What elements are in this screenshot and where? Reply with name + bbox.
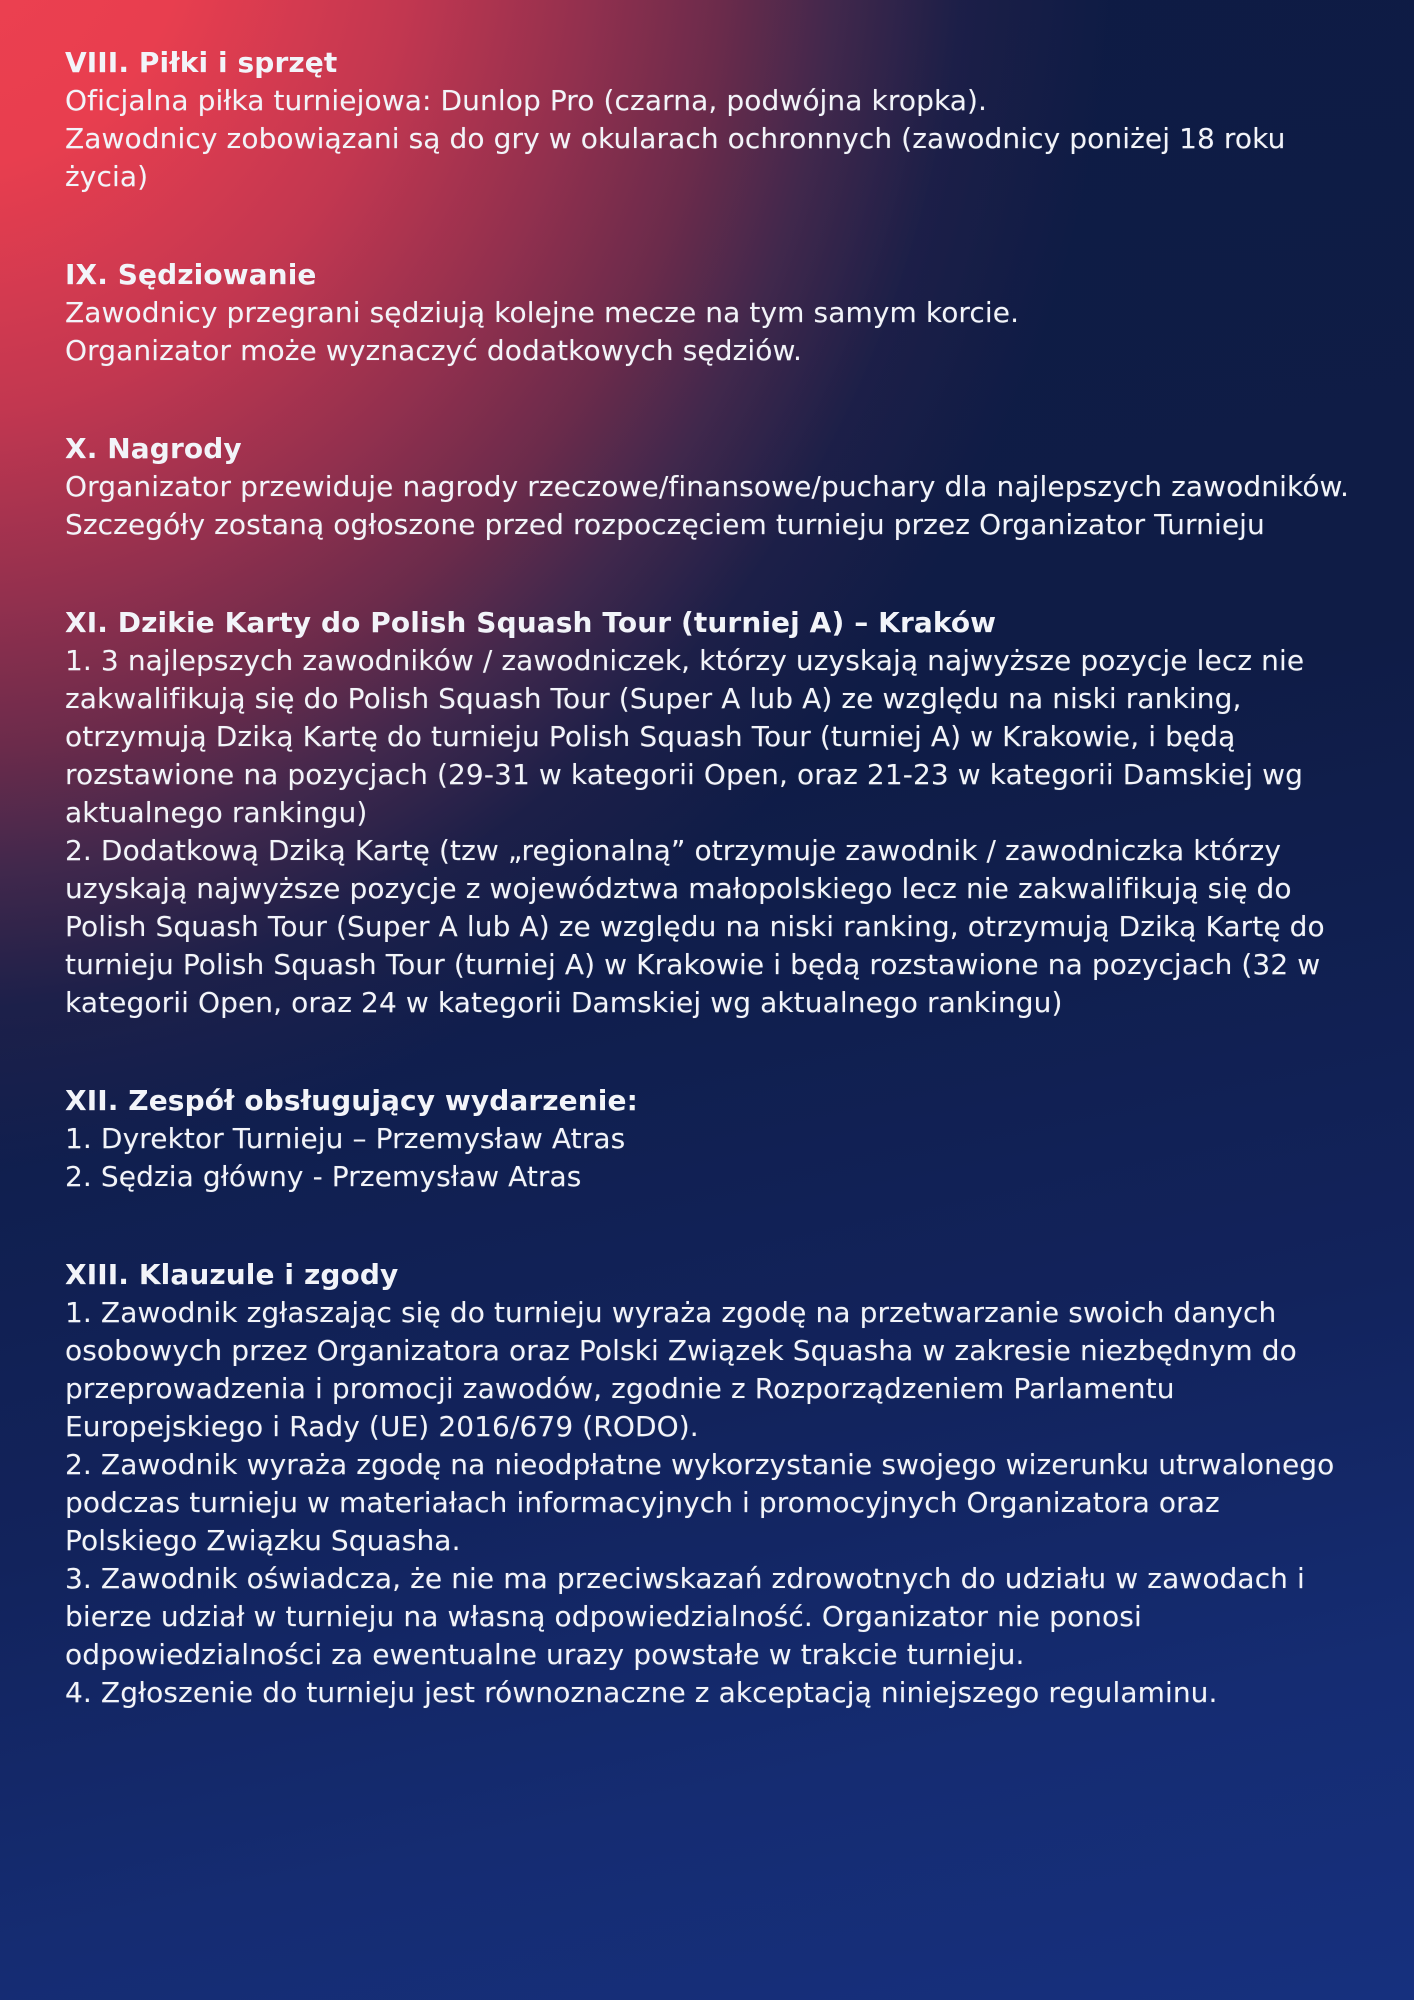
section-title: IX. Sędziowanie: [65, 258, 317, 291]
paragraph: 2. Zawodnik wyraża zgodę na nieodpłatne wykorzystanie swojego wizerunku utrwalonego podczas turnieju w materiałach informacyjnych i promocyjnych Organizatora oraz Polskiego Związku Squasha.: [65, 1448, 1335, 1557]
section-balls-equipment: [65, 44, 1350, 196]
paragraph: Oficjalna piłka turniejowa: Dunlop Pro (czarna, podwójna kropka).: [65, 84, 988, 117]
paragraph: Zawodnicy przegrani sędziują kolejne mecze na tym samym korcie.: [65, 296, 1020, 329]
paragraph: 1. 3 najlepszych zawodników / zawodniczek, którzy uzyskają najwyższe pozycje lecz nie zakwalifikują się do Polish Squash Tour (Super A lub A) ze względu na niski ranking, otrzymują Dziką Kartę do turnieju Polish Squash Tour (turniej A) w Krakowie, i będą rozstawione na pozycjach (29-31 w kategorii Open, oraz 21-23 w kategorii Damskiej wg aktualnego rankingu): [65, 644, 1305, 829]
section-title: XI. Dzikie Karty do Polish Squash Tour (turniej A) – Kraków: [65, 606, 997, 639]
paragraph: Organizator przewiduje nagrody rzeczowe/finansowe/puchary dla najlepszych zawodników.: [65, 470, 1349, 503]
section-event-team: [65, 1082, 1350, 1196]
paragraph: 1. Dyrektor Turnieju – Przemysław Atras: [65, 1122, 626, 1155]
section-title: XII. Zespół obsługujący wydarzenie:: [65, 1084, 638, 1117]
section-refereeing: [65, 256, 1350, 370]
paragraph: Zawodnicy zobowiązani są do gry w okularach ochronnych (zawodnicy poniżej 18 roku życia): [65, 122, 1286, 193]
section-wild-cards: [65, 604, 1350, 1022]
section-prizes: [65, 430, 1350, 544]
paragraph: 2. Sędzia główny - Przemysław Atras: [65, 1160, 582, 1193]
section-title: VIII. Piłki i sprzęt: [65, 46, 338, 79]
paragraph: 4. Zgłoszenie do turnieju jest równoznaczne z akceptacją niniejszego regulaminu.: [65, 1676, 1218, 1709]
paragraph: 3. Zawodnik oświadcza, że nie ma przeciwskazań zdrowotnych do udziału w zawodach i bierze udział w turnieju na własną odpowiedzialność. Organizator nie ponosi odpowiedzialności za ewentualne urazy powstałe w trakcie turnieju.: [65, 1562, 1305, 1671]
section-title: XIII. Klauzule i zgody: [65, 1258, 399, 1291]
section-title: X. Nagrody: [65, 432, 242, 465]
paragraph: Szczegóły zostaną ogłoszone przed rozpoczęciem turnieju przez Organizator Turnieju: [65, 508, 1265, 541]
paragraph: 1. Zawodnik zgłaszając się do turnieju wyraża zgodę na przetwarzanie swoich danych osobowych przez Organizatora oraz Polski Związek Squasha w zakresie niezbędnym do przeprowadzenia i promocji zawodów, zgodnie z Rozporządzeniem Parlamentu Europejskiego i Rady (UE) 2016/679 (RODO).: [65, 1296, 1297, 1443]
paragraph: 2. Dodatkową Dziką Kartę (tzw „regionalną” otrzymuje zawodnik / zawodniczka którzy uzyskają najwyższe pozycje z województwa małopolskiego lecz nie zakwalifikują się do Polish Squash Tour (Super A lub A) ze względu na niski ranking, otrzymują Dziką Kartę do turnieju Polish Squash Tour (turniej A) w Krakowie i będą rozstawione na pozycjach (32 w kategorii Open, oraz 24 w kategorii Damskiej wg aktualnego rankingu): [65, 834, 1325, 1019]
section-clauses-consents: [65, 1256, 1350, 1712]
paragraph: Organizator może wyznaczyć dodatkowych sędziów.: [65, 334, 802, 367]
